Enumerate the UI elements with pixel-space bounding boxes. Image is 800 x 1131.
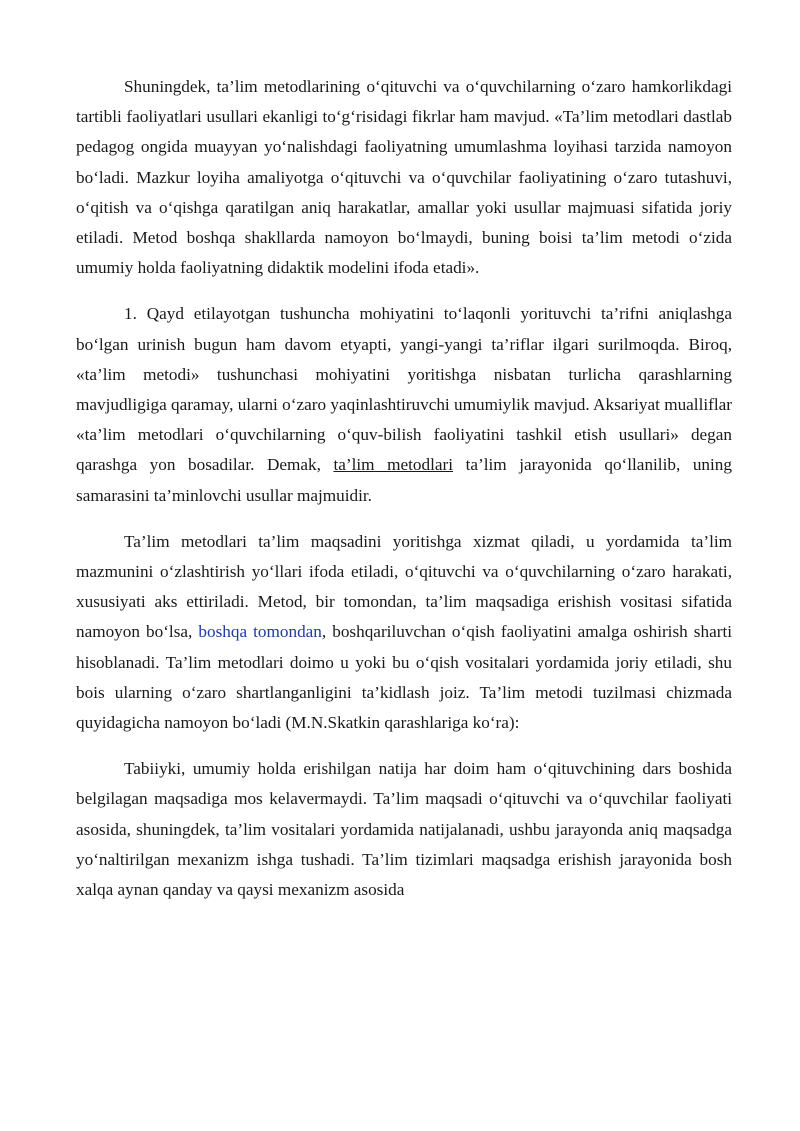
paragraph-1: Shuningdek, ta’lim metodlarining o‘qituvchi va o‘quvchilarning o‘zaro hamkorlikdagi tartibli faoliyatlari usullari ekanligi to‘g‘risidagi fikrlar ham mavjud. «Ta’lim metodlari dastlab pedagog ongida muayyan yo‘nalishdagi faoliyatning umumlashma loyihasi tarzida namoyon bo‘ladi. Mazkur loyiha amaliyotga o‘qituvchi va o‘quvchilar faoliyatining o‘zaro tutashuvi, o‘qitish va o‘qishga qaratilgan aniq harakatlar, amallar yoki usullar majmuasi sifatida joriy etiladi. Metod boshqa shakllarda namoyon bo‘lmaydi, buning boisi ta’lim metodi o‘zida umumiy holda faoliyatning didaktik modelini ifoda etadi». [76, 77, 732, 278]
paragraph-3-text-start: Ta’lim metodlari ta’lim maqsadini yoritishga xizmat qiladi, u yordamida ta’lim mazmunini o‘zlashtirish yo‘llari ifoda etiladi, o‘qituvchi va o‘quvchilarning o‘zaro harakati, xususiyati aks ettiriladi. Metod, bir tomondan, ta’lim maqsadiga erishish vositasi sifatida namoyon bo‘lsa, [76, 531, 732, 642]
paragraph-2-text-end: ta’lim jarayonida qo‘llanilib, uning samarasini ta’minlovchi usullar majmuidir. [76, 455, 732, 505]
paragraph-3-text-end: , boshqariluvchan o‘qish faoliyatini amalga oshirish sharti hisoblanadi. Ta’lim metodlari doimo u yoki bu o‘qish vositalari yordamida joriy etiladi, shu bois ularning o‘zaro shartlanganligini ta’kidlash joiz. Ta’lim metodi tuzilmasi chizmada quyidagicha namoyon bo‘ladi (M.N.Skatkin qarashlariga ko‘ra): [76, 622, 732, 733]
paragraph-2-text-start: 1. Qayd etilayotgan tushuncha mohiyatini to‘laqonli yorituvchi ta’rifni aniqlashga bo‘lgan urinish bugun ham davom etyapti, yangi-yangi ta’riflar ilgari surilmoqda. Biroq, «ta’lim metodi» tushunchasi mohiyatini yoritishga nisbatan turlicha qarashlarning mavjudligiga qaramay, ularni o‘zaro yaqinlashtiruvchi umumiylik mavjud. Aksariyat mualliflar «ta’lim metodlari o‘quvchilarning o‘quv-bilish faoliyatini tashkil etish usullari» degan qarashga yon bosadilar. Demak, [76, 304, 732, 475]
paragraph-4: Tabiiyki, umumiy holda erishilgan natija har doim ham o‘qituvchining dars boshida belgilagan maqsadiga mos kelavermaydi. Ta’lim maqsadi o‘qituvchi va o‘quvchilar faoliyati asosida, shuningdek, ta’lim vositalari yordamida natijalanadi, ushbu jarayonda aniq maqsadga yo‘naltirilgan mexanizm ishga tushadi. Ta’lim tizimlari maqsadga erishish jarayonida bosh xalqa aynan qanday va qaysi mexanizm asosida [76, 759, 732, 900]
document-page [76, 72, 732, 921]
paragraph-3 [76, 527, 732, 738]
ta-lim-metodlari-link[interactable]: ta’lim metodlari [333, 455, 453, 475]
paragraph-2 [76, 299, 732, 510]
boshqa-tomondan-link[interactable]: boshqa tomondan [198, 622, 322, 642]
